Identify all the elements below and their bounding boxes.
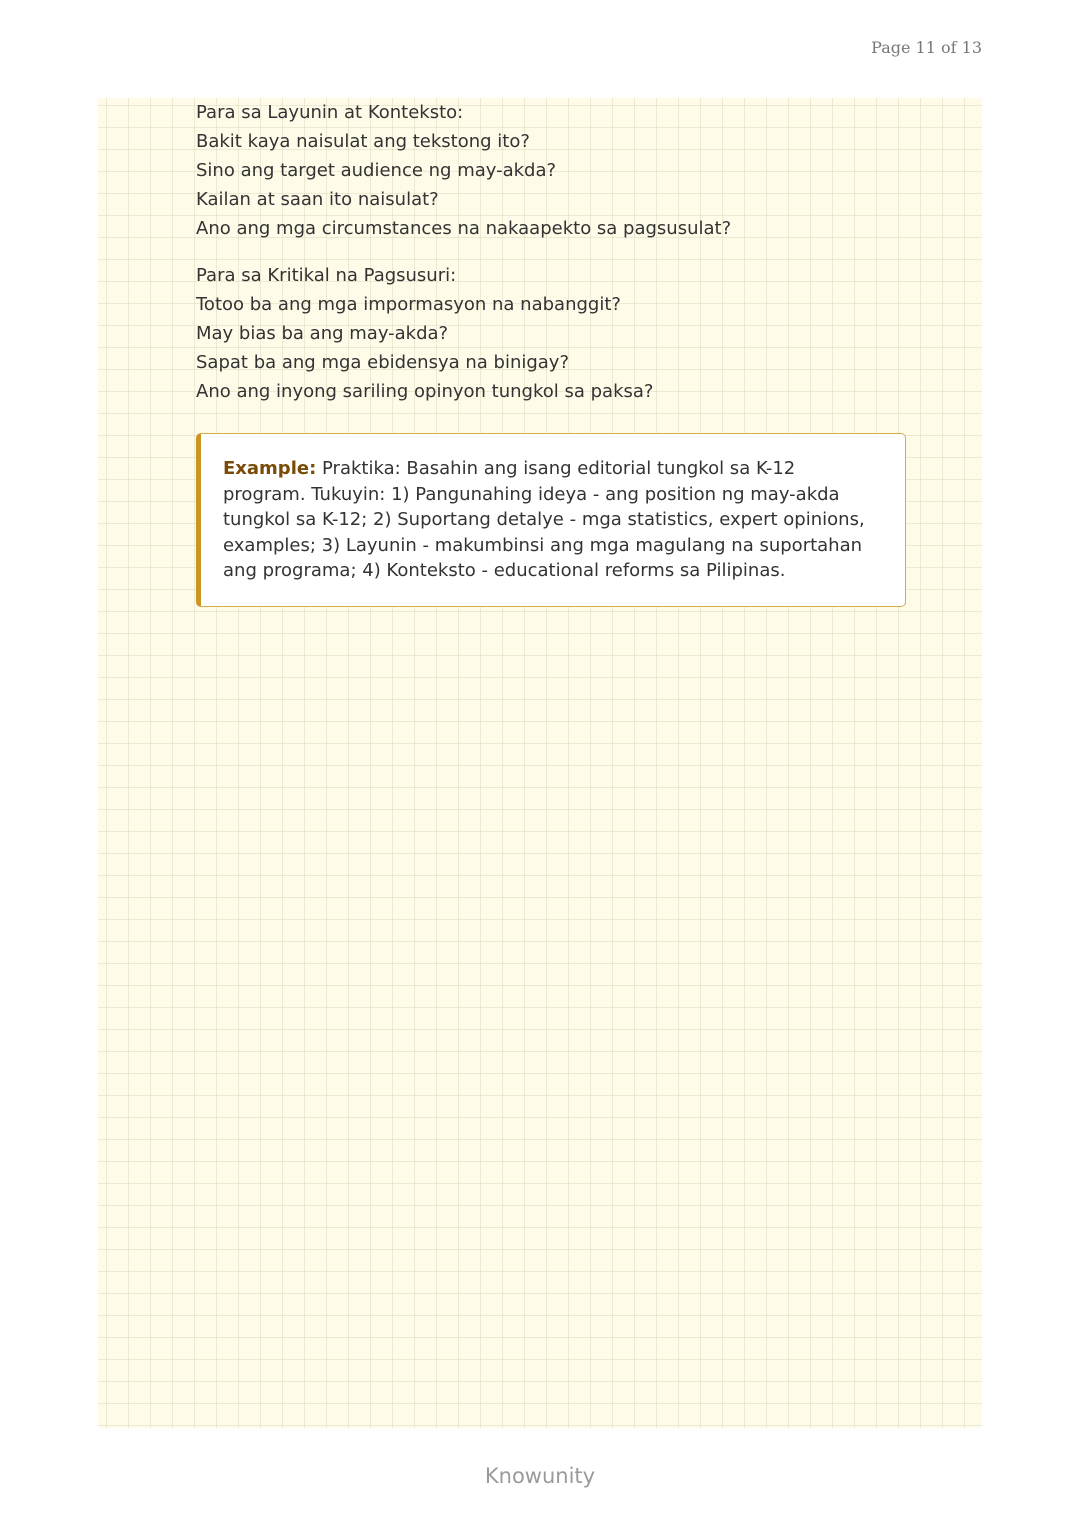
section-heading: Para sa Kritikal na Pagsusuri: [196,265,457,286]
example-text: Praktika: Basahin ang isang editorial tungkol sa K-12 program. Tukuyin: 1) Pangunahing ideya - ang position ng may-akda tungkol sa K-12; 2) Suportang detalye - mga statistics, expert opinions, examples; 3) Layunin - makumbinsi ang mga magulang na suportahan ang programa; 4) Konteksto - educational reforms sa Pilipinas. [223,458,865,581]
question-line: Ano ang inyong sariling opinyon tungkol sa paksa? [196,381,654,402]
example-label: Example: [223,458,317,479]
question-line: Bakit kaya naisulat ang tekstong ito? [196,131,530,152]
question-line: Sino ang target audience ng may-akda? [196,160,557,181]
question-line: Totoo ba ang mga impormasyon na nabanggit? [196,294,621,315]
question-line: Kailan at saan ito naisulat? [196,189,439,210]
example-body [223,456,883,584]
example-callout [196,433,906,607]
question-line: May bias ba ang may-akda? [196,323,449,344]
footer-brand: Knowunity [484,1464,596,1488]
section-layunin-konteksto [196,98,731,243]
question-line: Ano ang mga circumstances na nakaapekto sa pagsusulat? [196,218,732,239]
page-number: Page 11 of 13 [871,38,982,57]
section-kritikal-pagsusuri [196,261,653,406]
section-heading: Para sa Layunin at Konteksto: [196,102,464,123]
grid-paper-sheet [98,98,982,1428]
question-line: Sapat ba ang mga ebidensya na binigay? [196,352,570,373]
